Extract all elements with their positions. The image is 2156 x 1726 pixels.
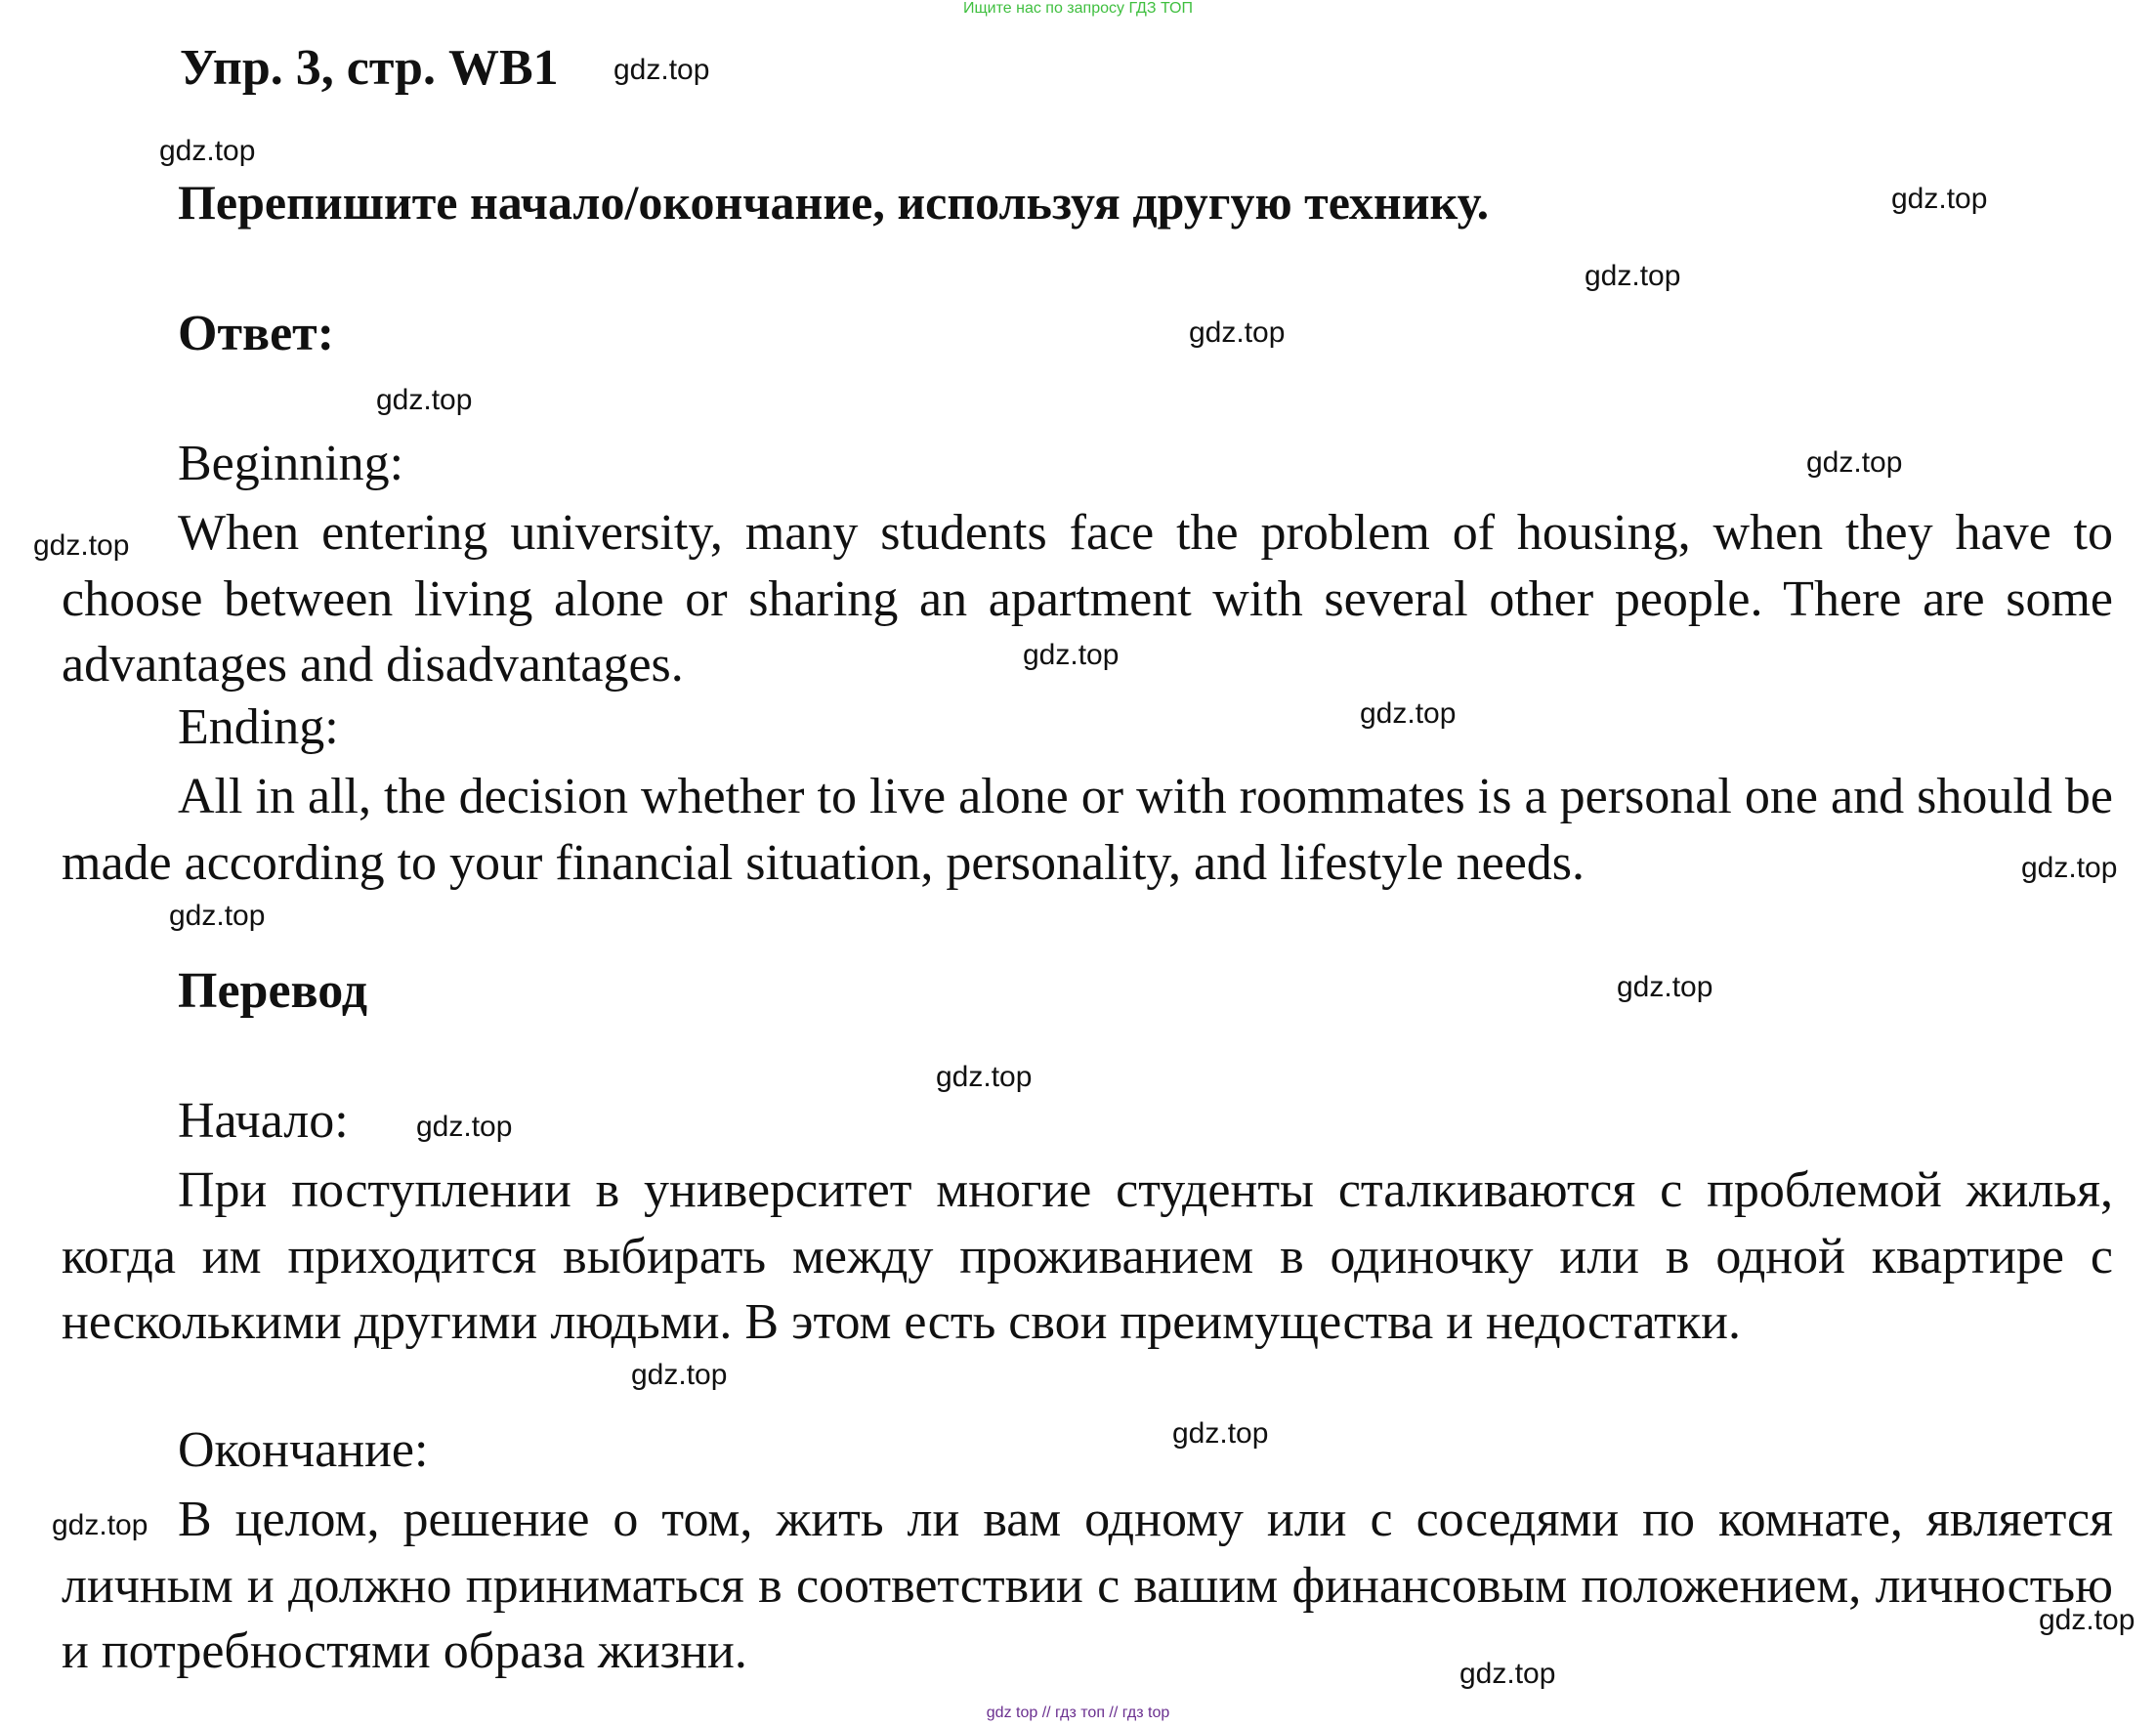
watermark: gdz.top (1806, 446, 1903, 479)
task-instruction: Перепишите начало/окончание, используя другую технику. (178, 175, 1490, 230)
watermark: gdz.top (631, 1359, 728, 1391)
watermark: gdz.top (169, 900, 266, 932)
watermark: gdz.top (1023, 639, 1120, 671)
watermark: gdz.top (2039, 1604, 2135, 1636)
footer-watermark: gdz top // гдз топ // гдз top (986, 1705, 1170, 1721)
russian-ending-paragraph: В целом, решение о том, жить ли вам одному или с соседями по комнате, является личным и должно приниматься в соответствии с вашим финансовым положением, личностью и потребностями образа жизни. (62, 1492, 2113, 1679)
translation-heading: Перевод (178, 963, 368, 1019)
watermark: gdz.top (1617, 971, 1713, 1003)
watermark: gdz.top (1189, 316, 1286, 349)
beginning-label: Beginning: (178, 436, 404, 491)
watermark: gdz.top (52, 1509, 148, 1541)
watermark: gdz.top (159, 135, 256, 167)
exercise-title: Упр. 3, стр. WB1 (180, 40, 559, 96)
search-hint-banner: Ищите нас по запросу ГДЗ ТОП (963, 0, 1193, 17)
watermark: gdz.top (1172, 1417, 1269, 1450)
watermark: gdz.top (416, 1111, 513, 1143)
beginning-paragraph: When entering university, many students face the problem of housing, when they have to choose between living alone or sharing an apartment with several other people. There are some advantages and disadvantages. (62, 505, 2113, 693)
watermark: gdz.top (613, 54, 710, 86)
ending-label: Ending: (178, 699, 339, 755)
watermark: gdz.top (33, 529, 130, 562)
answer-heading: Ответ: (178, 306, 335, 361)
watermark: gdz.top (2021, 852, 2118, 884)
watermark: gdz.top (1891, 183, 1988, 215)
russian-beginning-label: Начало: (178, 1093, 349, 1149)
watermark: gdz.top (1459, 1658, 1556, 1690)
watermark: gdz.top (1360, 697, 1457, 730)
watermark: gdz.top (936, 1061, 1033, 1093)
ending-paragraph: All in all, the decision whether to live alone or with roommates is a personal one and should be made according to your financial situation, personality, and lifestyle needs. (62, 769, 2113, 891)
russian-ending-label: Окончание: (178, 1422, 429, 1478)
russian-beginning-paragraph: При поступлении в университет многие студенты сталкиваются с проблемой жилья, когда им приходится выбирать между проживанием в одиночку или в одной квартире с несколькими другими людьми. В этом есть свои преимущества и недостатки. (62, 1162, 2113, 1350)
watermark: gdz.top (376, 384, 473, 416)
watermark: gdz.top (1585, 260, 1681, 292)
